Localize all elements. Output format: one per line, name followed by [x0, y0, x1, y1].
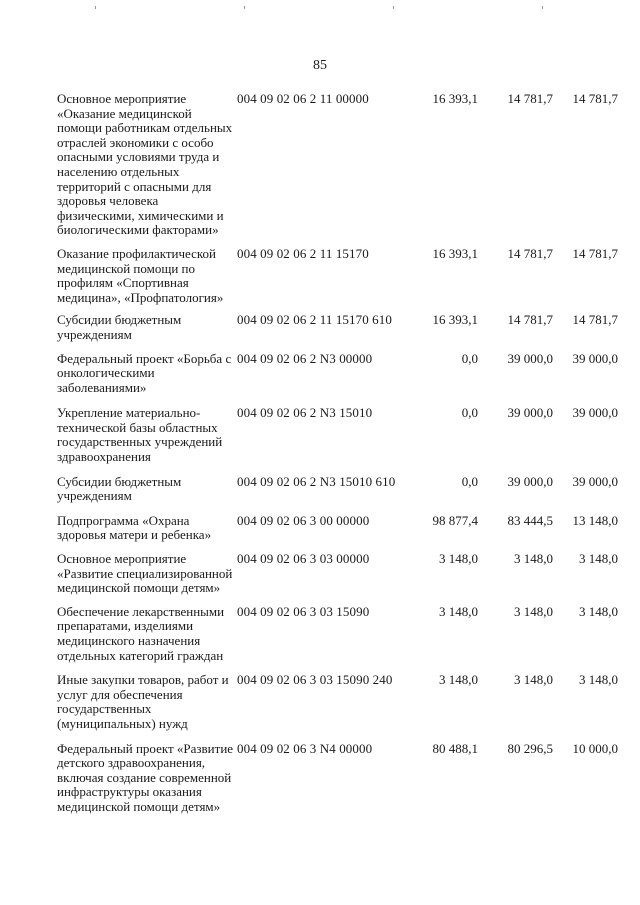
table-row — [55, 247, 625, 305]
row-code: 004 09 02 06 3 00 00000 — [237, 512, 370, 528]
row-value-2: 3 148,0 — [514, 672, 553, 688]
table-row — [55, 605, 625, 663]
table-row — [55, 352, 625, 396]
row-value-2: 83 444,5 — [507, 512, 553, 528]
row-name: Основное мероприятие «Развитие специализированной медицинской помощи детям» — [57, 551, 233, 596]
row-value-1: 16 393,1 — [432, 312, 478, 328]
row-value-2: 3 148,0 — [514, 603, 553, 619]
table-row — [55, 92, 625, 238]
row-value-2: 80 296,5 — [507, 740, 553, 756]
row-code: 004 09 02 06 2 N3 15010 — [237, 405, 373, 421]
row-name: Основное мероприятие «Оказание медицинской помощи работникам отдельных отраслей экономики с особо опасными условиями труда и населению отдельных территорий с опасными для здоровья человека физическими, химическими и биологическими факторами» — [57, 91, 233, 238]
row-value-1: 3 148,0 — [439, 551, 478, 567]
table-row — [55, 514, 625, 543]
row-value-3: 3 148,0 — [579, 603, 618, 619]
row-value-2: 14 781,7 — [507, 91, 553, 106]
row-value-1: 98 877,4 — [432, 512, 478, 528]
row-value-3: 3 148,0 — [579, 551, 618, 567]
row-value-3: 14 781,7 — [572, 312, 618, 328]
row-code: 004 09 02 06 2 N3 15010 610 — [237, 473, 396, 489]
table-row — [55, 406, 625, 464]
table-row — [55, 475, 625, 504]
row-code: 004 09 02 06 3 03 15090 — [237, 603, 370, 619]
row-value-2: 39 000,0 — [507, 405, 553, 421]
row-name: Субсидии бюджетным учреждениям — [57, 312, 182, 342]
row-name: Обеспечение лекарственными препаратами, изделиями медицинского назначения отдельных категорий граждан — [57, 603, 225, 663]
table-row — [55, 742, 625, 815]
row-value-2: 14 781,7 — [507, 245, 553, 261]
row-name: Укрепление материально-технической базы областных государственных учреждений здравоохранения — [57, 405, 223, 465]
row-value-1: 16 393,1 — [432, 245, 478, 261]
row-code: 004 09 02 06 2 11 00000 — [237, 91, 369, 106]
row-value-3: 10 000,0 — [572, 740, 618, 756]
row-value-1: 3 148,0 — [439, 672, 478, 688]
row-name: Подпрограмма «Охрана здоровья матери и ребенка» — [57, 512, 212, 543]
table-row — [55, 552, 625, 596]
row-value-1: 3 148,0 — [439, 603, 478, 619]
row-code: 004 09 02 06 2 11 15170 — [237, 245, 369, 261]
row-name: Федеральный проект «Борьба с онкологическими заболеваниями» — [57, 350, 232, 395]
row-code: 004 09 02 06 3 N4 00000 — [237, 740, 373, 756]
row-name: Федеральный проект «Развитие детского здравоохранения, включая создание современной инфраструктуры оказания медицинской помощи детям» — [57, 740, 234, 814]
row-value-2: 39 000,0 — [507, 350, 553, 366]
row-code: 004 09 02 06 3 03 00000 — [237, 551, 370, 567]
scan-edge-marks — [0, 6, 640, 10]
row-code: 004 09 02 06 2 N3 00000 — [237, 350, 373, 366]
row-value-3: 39 000,0 — [572, 350, 618, 366]
budget-table — [55, 92, 625, 815]
row-value-3: 13 148,0 — [572, 512, 618, 528]
page-number: 85 — [313, 58, 327, 73]
row-value-2: 39 000,0 — [507, 473, 553, 489]
row-value-1: 16 393,1 — [432, 91, 478, 106]
row-name: Субсидии бюджетным учреждениям — [57, 473, 182, 504]
row-value-3: 14 781,7 — [572, 245, 618, 261]
row-value-1: 0,0 — [461, 473, 478, 489]
table-row — [55, 313, 625, 342]
row-value-3: 3 148,0 — [579, 672, 618, 688]
row-code: 004 09 02 06 2 11 15170 610 — [237, 312, 392, 328]
row-value-1: 80 488,1 — [432, 740, 478, 756]
row-name: Иные закупки товаров, работ и услуг для обеспечения государственных (муниципальных) нужд — [57, 672, 229, 731]
row-value-1: 0,0 — [461, 350, 478, 366]
row-value-3: 39 000,0 — [572, 473, 618, 489]
table-row — [55, 673, 625, 731]
row-value-1: 0,0 — [461, 405, 478, 421]
row-value-3: 14 781,7 — [572, 91, 618, 106]
row-name: Оказание профилактической медицинской помощи по профилям «Спортивная медицина», «Профпатология» — [57, 245, 224, 305]
row-value-2: 14 781,7 — [507, 312, 553, 328]
row-value-2: 3 148,0 — [514, 551, 553, 567]
row-code: 004 09 02 06 3 03 15090 240 — [237, 672, 393, 688]
row-value-3: 39 000,0 — [572, 405, 618, 421]
